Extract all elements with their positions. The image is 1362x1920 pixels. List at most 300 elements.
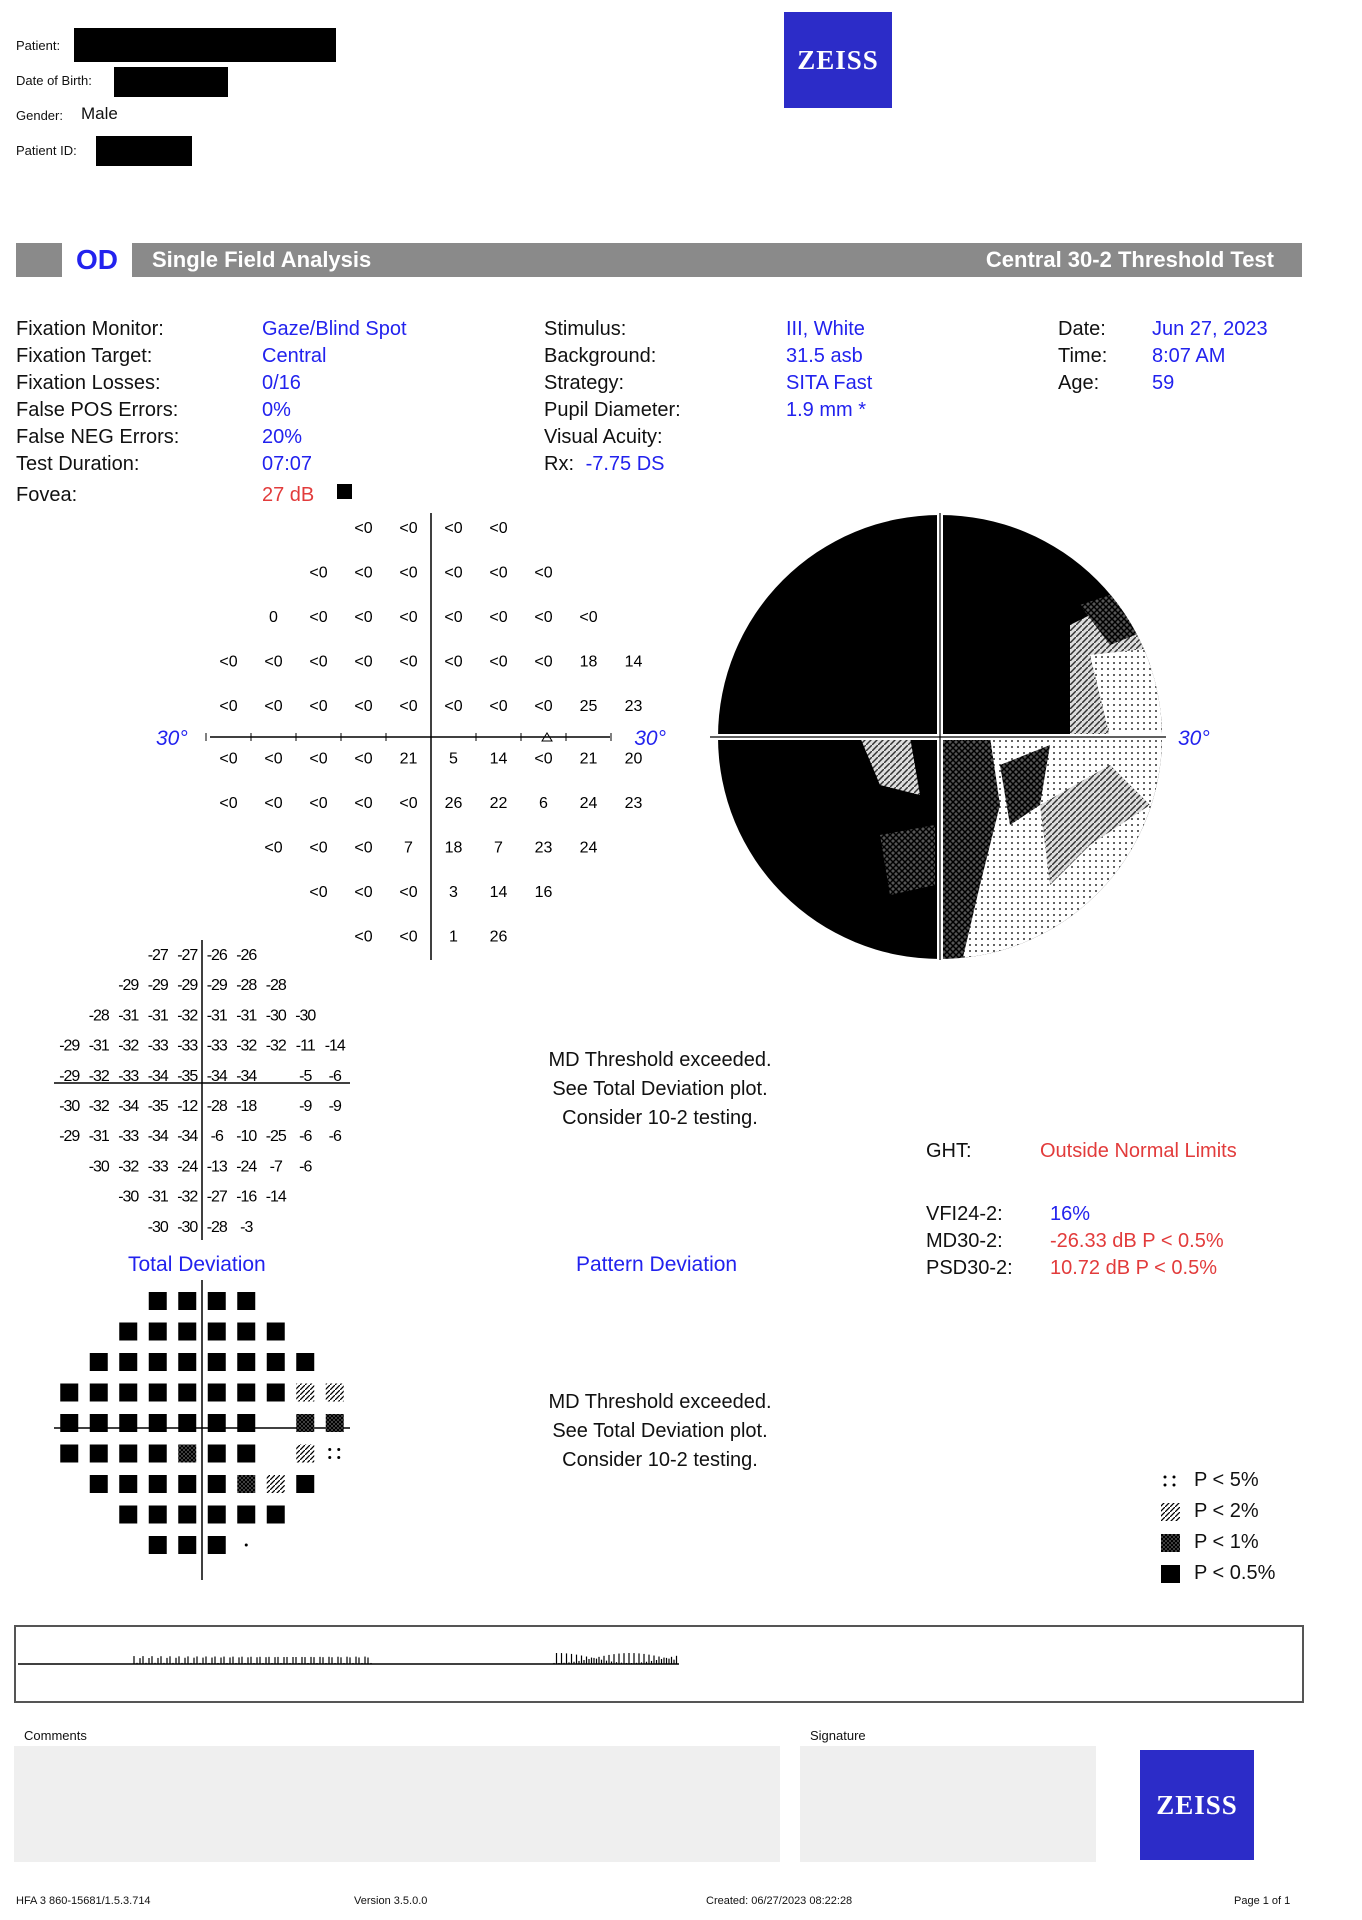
threshold-value: <0 [444,609,463,626]
threshold-value: <0 [354,609,373,626]
probability-p05 [149,1323,167,1341]
param-value: III, White [786,318,865,340]
total-deviation-value: -6 [299,1128,312,1146]
threshold-value: 6 [539,795,548,812]
total-deviation-value: -32 [88,1067,109,1085]
gender-value: Male [81,104,118,123]
probability-p05 [119,1323,137,1341]
param-label: False NEG Errors: [16,426,180,448]
probability-p05 [119,1445,137,1463]
total-deviation-value: -29 [59,1037,80,1055]
probability-p05 [149,1506,167,1524]
total-deviation-value: -34 [147,1128,168,1146]
threshold-value: 23 [534,839,553,857]
probability-p05 [149,1536,167,1554]
zeiss-logo-text: ZEISS [797,44,879,75]
threshold-value: 0 [269,609,278,626]
threshold-value: <0 [354,839,373,857]
total-deviation-values [40,940,370,1240]
probability-p05 [149,1292,167,1310]
probability-normal [245,1544,248,1547]
threshold-value: 23 [624,698,643,715]
threshold-value: 18 [579,653,598,671]
lower-message [510,1388,810,1475]
probability-p05 [237,1323,255,1341]
message-line: MD Threshold exceeded. [548,1049,772,1071]
upper-message [510,1046,810,1133]
probability-p05 [267,1353,285,1371]
probability-p05 [237,1506,255,1524]
param-label: Stimulus: [544,318,627,340]
param-value: Jun 27, 2023 [1152,318,1268,340]
signature-label: Signature [810,1728,866,1743]
rx-value: -7.75 DS [585,453,665,475]
param-value: 20% [262,426,303,448]
eye-label: OD [62,243,132,277]
total-deviation-value: -29 [118,977,139,995]
threshold-value: <0 [354,928,373,946]
zeiss-logo-text: ZEISS [1156,1789,1238,1820]
threshold-value: <0 [219,653,238,671]
param-label: Date: [1058,318,1106,340]
param-value: SITA Fast [786,372,873,394]
probability-p1 [296,1414,314,1432]
fovea-value: 27 dB [262,484,315,506]
threshold-value: <0 [309,653,328,671]
total-deviation-value: -34 [147,1067,168,1085]
threshold-value: <0 [579,609,598,626]
threshold-value: 23 [624,795,643,812]
threshold-value: <0 [309,609,328,626]
probability-p05 [149,1475,167,1493]
threshold-value: <0 [309,698,328,715]
total-deviation-value: -5 [299,1067,312,1085]
threshold-value: <0 [534,653,553,671]
probability-p05 [178,1414,196,1432]
fovea-label: Fovea: [16,484,78,506]
probability-p2 [326,1384,344,1402]
total-deviation-value: -11 [295,1037,315,1055]
p5-dots-icon [1160,1471,1182,1491]
title-banner [16,243,1302,277]
psd-value: 10.72 dB P < 0.5% [1050,1257,1217,1279]
probability-p05 [237,1384,255,1402]
probability-p05 [208,1292,226,1310]
probability-p05 [208,1445,226,1463]
analysis-title: Single Field Analysis [152,247,372,272]
probability-p05 [60,1414,78,1432]
threshold-value: <0 [354,884,373,901]
probability-p5 [328,1448,331,1451]
gender-label: Gender: [16,108,63,123]
total-deviation-value: -31 [88,1037,109,1055]
patient-id-label: Patient ID: [16,143,77,158]
total-deviation-value: -32 [177,1188,198,1206]
psd-label: PSD30-2: [926,1257,1013,1279]
param-label: Test Duration: [16,453,140,475]
threshold-value: <0 [354,653,373,671]
threshold-value: <0 [354,520,373,537]
probability-p05 [296,1475,314,1493]
threshold-value: <0 [309,884,328,901]
threshold-value: <0 [444,520,463,537]
legend-label: P < 5% [1194,1469,1259,1491]
param-value: 8:07 AM [1152,345,1226,367]
param-value: 1.9 mm * [786,399,867,421]
probability-p05 [208,1353,226,1371]
probability-p05 [60,1445,78,1463]
threshold-value: <0 [354,698,373,715]
threshold-value: <0 [309,750,328,768]
total-deviation-value: -32 [88,1098,109,1115]
param-value: 31.5 asb [786,345,863,367]
total-deviation-value: -31 [88,1128,109,1146]
total-deviation-value: -34 [118,1098,139,1115]
total-deviation-value: -31 [236,1007,257,1025]
total-deviation-value: -28 [236,977,257,995]
total-deviation-value: -28 [206,1218,227,1236]
param-value: Gaze/Blind Spot [262,318,407,340]
total-deviation-value: -10 [236,1128,257,1146]
probability-p05 [237,1292,255,1310]
probability-p2 [296,1445,314,1463]
probability-p05 [208,1536,226,1554]
probability-p05 [208,1384,226,1402]
total-deviation-value: -31 [147,1007,168,1025]
threshold-value: <0 [219,795,238,812]
param-label: Visual Acuity: [544,426,663,448]
threshold-value: <0 [399,564,418,582]
threshold-value: <0 [399,520,418,537]
threshold-value: <0 [264,750,283,768]
patient-name-redaction [74,28,336,62]
threshold-value: 14 [489,884,508,901]
vfi-label: VFI24-2: [926,1203,1003,1225]
total-deviation-title: Total Deviation [128,1253,266,1276]
total-deviation-value: -28 [88,1007,109,1025]
threshold-value: <0 [354,795,373,812]
total-deviation-value: -9 [328,1098,341,1115]
probability-p1 [178,1445,196,1463]
probability-p05 [178,1536,196,1554]
probability-p05 [178,1353,196,1371]
threshold-value: <0 [489,609,508,626]
probability-p05 [237,1445,255,1463]
probability-p05 [119,1353,137,1371]
param-label: Pupil Diameter: [544,399,681,421]
total-deviation-value: -13 [206,1158,227,1176]
md-value: -26.33 dB P < 0.5% [1050,1230,1224,1252]
ght-label: GHT: [926,1140,972,1162]
total-deviation-probability-map [40,1280,370,1580]
threshold-value: 16 [534,884,553,901]
threshold-value: <0 [399,698,418,715]
signature-box[interactable] [800,1746,1096,1862]
total-deviation-value: -25 [265,1128,286,1146]
total-deviation-value: -30 [177,1218,198,1236]
probability-p05 [149,1414,167,1432]
threshold-value: <0 [264,795,283,812]
threshold-value: 25 [579,698,598,715]
probability-p05 [90,1475,108,1493]
gaze-tracking-strip [14,1625,1304,1703]
threshold-axis-label-right: 30° [634,727,666,750]
page-number: Page 1 of 1 [1234,1895,1291,1907]
md-label: MD30-2: [926,1230,1003,1252]
threshold-value: <0 [534,750,553,768]
zeiss-logo-top [784,12,892,108]
threshold-axis-label-left: 30° [156,727,188,750]
threshold-value: 3 [449,884,458,901]
comments-box[interactable] [14,1746,780,1862]
param-value: 59 [1152,372,1175,394]
threshold-value: <0 [219,698,238,715]
threshold-value: 7 [404,839,413,857]
threshold-value: <0 [489,564,508,582]
total-deviation-value: -27 [147,947,168,964]
dob-redaction [114,67,228,97]
total-deviation-value: -6 [328,1067,341,1085]
total-deviation-value: -35 [177,1067,198,1085]
total-deviation-value: -28 [265,977,286,995]
param-label: Age: [1058,372,1100,394]
total-deviation-value: -28 [206,1098,227,1115]
threshold-value: <0 [444,653,463,671]
probability-p05 [90,1445,108,1463]
param-value: 0/16 [262,372,301,394]
total-deviation-value: -24 [177,1158,198,1176]
total-deviation-value: -31 [147,1188,168,1206]
total-deviation-value: -29 [59,1067,80,1085]
total-deviation-value: -34 [206,1067,227,1085]
device-info: HFA 3 860-15681/1.5.3.714 [16,1895,151,1907]
probability-legend [1160,1465,1275,1589]
probability-p05 [208,1506,226,1524]
software-version: Version 3.5.0.0 [354,1895,428,1907]
patient-id-redaction [96,136,192,166]
threshold-value: 7 [494,839,503,857]
total-deviation-value: -6 [299,1158,312,1176]
created-timestamp: Created: 06/27/2023 08:22:28 [706,1895,853,1907]
threshold-value: 20 [624,750,643,768]
total-deviation-value: -26 [236,947,257,964]
param-label: Strategy: [544,372,625,394]
probability-p05 [178,1475,196,1493]
grayscale-plot [710,505,1230,970]
probability-p05 [119,1475,137,1493]
probability-p5 [337,1456,340,1459]
probability-p05 [60,1384,78,1402]
p05-solid-icon [1160,1564,1182,1584]
total-deviation-value: -27 [206,1188,227,1206]
param-label: False POS Errors: [16,399,179,421]
total-deviation-value: -16 [236,1188,257,1206]
legend-label: P < 1% [1194,1531,1259,1553]
threshold-value: 1 [449,928,458,946]
threshold-value: <0 [489,520,508,537]
threshold-value: <0 [534,698,553,715]
probability-p5 [328,1456,331,1459]
param-label: Fixation Monitor: [16,318,164,340]
probability-p05 [119,1384,137,1402]
param-value: 0% [262,399,291,421]
dob-label: Date of Birth: [16,73,92,88]
rx-label: Rx: [544,453,574,475]
total-deviation-value: -33 [118,1128,139,1146]
total-deviation-value: -14 [324,1037,345,1055]
total-deviation-value: -30 [265,1007,286,1025]
param-value: Central [262,345,327,367]
threshold-value: 24 [579,795,598,812]
probability-p05 [178,1292,196,1310]
probability-p05 [296,1353,314,1371]
threshold-value: <0 [354,750,373,768]
total-deviation-value: -32 [177,1007,198,1025]
threshold-value: <0 [309,564,328,582]
params-right-values [1152,316,1268,397]
total-deviation-value: -31 [118,1007,139,1025]
threshold-value: 5 [449,750,458,768]
param-label: Fixation Losses: [16,372,161,394]
threshold-value: <0 [399,795,418,812]
probability-p1 [326,1414,344,1432]
p2-hatch-icon [1160,1502,1182,1522]
total-deviation-value: -33 [147,1037,168,1055]
total-deviation-value: -33 [147,1158,168,1176]
message-line: Consider 10-2 testing. [562,1449,758,1471]
threshold-value: <0 [354,564,373,582]
probability-p05 [237,1414,255,1432]
message-line: MD Threshold exceeded. [548,1391,772,1413]
threshold-value: 18 [444,839,463,857]
legend-label: P < 2% [1194,1500,1259,1522]
probability-p05 [119,1506,137,1524]
param-label: Fixation Target: [16,345,153,367]
probability-p05 [119,1414,137,1432]
total-deviation-value: -33 [118,1067,139,1085]
threshold-value: <0 [489,698,508,715]
total-deviation-value: -33 [177,1037,198,1055]
probability-p05 [149,1353,167,1371]
total-deviation-value: -7 [269,1158,282,1176]
test-title: Central 30-2 Threshold Test [985,247,1274,272]
probability-p05 [208,1414,226,1432]
total-deviation-value: -12 [177,1098,198,1115]
probability-p05 [208,1475,226,1493]
probability-p05 [149,1445,167,1463]
probability-p05 [237,1353,255,1371]
threshold-value: <0 [309,839,328,857]
threshold-value: <0 [309,795,328,812]
grayscale-axis-label: 30° [1178,727,1210,750]
total-deviation-value: -32 [236,1037,257,1055]
probability-p05 [149,1384,167,1402]
probability-p05 [178,1384,196,1402]
total-deviation-value: -24 [236,1158,257,1176]
threshold-value: <0 [399,928,418,946]
probability-p2 [267,1475,285,1493]
param-label: Time: [1058,345,1108,367]
total-deviation-value: -31 [206,1007,227,1025]
grayscale-region [880,825,935,895]
total-deviation-value: -35 [147,1098,168,1115]
patient-label: Patient: [16,38,61,53]
total-deviation-value: -32 [118,1158,139,1176]
threshold-value: 24 [579,839,598,857]
total-deviation-value: -6 [210,1128,223,1146]
legend-label: P < 0.5% [1194,1562,1276,1584]
total-deviation-value: -30 [118,1188,139,1206]
total-deviation-value: -18 [236,1098,257,1115]
probability-p05 [178,1506,196,1524]
threshold-plot [147,505,670,970]
threshold-value: <0 [444,564,463,582]
total-deviation-value: -29 [206,977,227,995]
probability-p2 [296,1384,314,1402]
threshold-value: <0 [444,698,463,715]
threshold-value: <0 [399,653,418,671]
threshold-value: 14 [624,653,643,671]
total-deviation-value: -14 [265,1188,286,1206]
probability-p05 [90,1414,108,1432]
total-deviation-value: -30 [59,1098,80,1115]
total-deviation-value: -26 [206,947,227,964]
probability-p05 [267,1506,285,1524]
threshold-value: 22 [489,795,508,812]
fovea-square-icon [337,484,352,499]
total-deviation-value: -29 [177,977,198,995]
threshold-value: <0 [399,884,418,901]
probability-p5 [337,1448,340,1451]
threshold-value: 21 [399,750,418,768]
probability-p1 [237,1475,255,1493]
total-deviation-value: -32 [265,1037,286,1055]
p1-crosshatch-icon [1160,1533,1182,1553]
comments-label: Comments [24,1728,87,1743]
total-deviation-value: -29 [147,977,168,995]
pattern-deviation-title: Pattern Deviation [576,1253,738,1276]
probability-p05 [267,1384,285,1402]
params-left-labels [16,316,179,478]
total-deviation-value: -34 [177,1128,198,1146]
total-deviation-value: -33 [206,1037,227,1055]
total-deviation-value: -29 [59,1128,80,1146]
threshold-value: <0 [219,750,238,768]
threshold-value: <0 [264,653,283,671]
zeiss-logo-bottom [1140,1750,1254,1860]
threshold-value: <0 [264,839,283,857]
threshold-value: <0 [534,564,553,582]
total-deviation-value: -30 [147,1218,168,1236]
param-value: 07:07 [262,453,313,475]
threshold-value: 14 [489,750,508,768]
params-right-labels [1058,316,1107,397]
params-mid-labels [544,316,681,478]
param-label: Background: [544,345,657,367]
threshold-value: <0 [264,698,283,715]
params-mid-values [786,316,872,424]
threshold-value: <0 [534,609,553,626]
threshold-value: <0 [489,653,508,671]
message-line: See Total Deviation plot. [552,1420,768,1442]
probability-p05 [90,1384,108,1402]
threshold-value: 26 [489,928,508,946]
threshold-value: <0 [399,609,418,626]
total-deviation-value: -32 [118,1037,139,1055]
probability-p05 [178,1323,196,1341]
total-deviation-value: -30 [88,1158,109,1176]
threshold-value: 26 [444,795,463,812]
